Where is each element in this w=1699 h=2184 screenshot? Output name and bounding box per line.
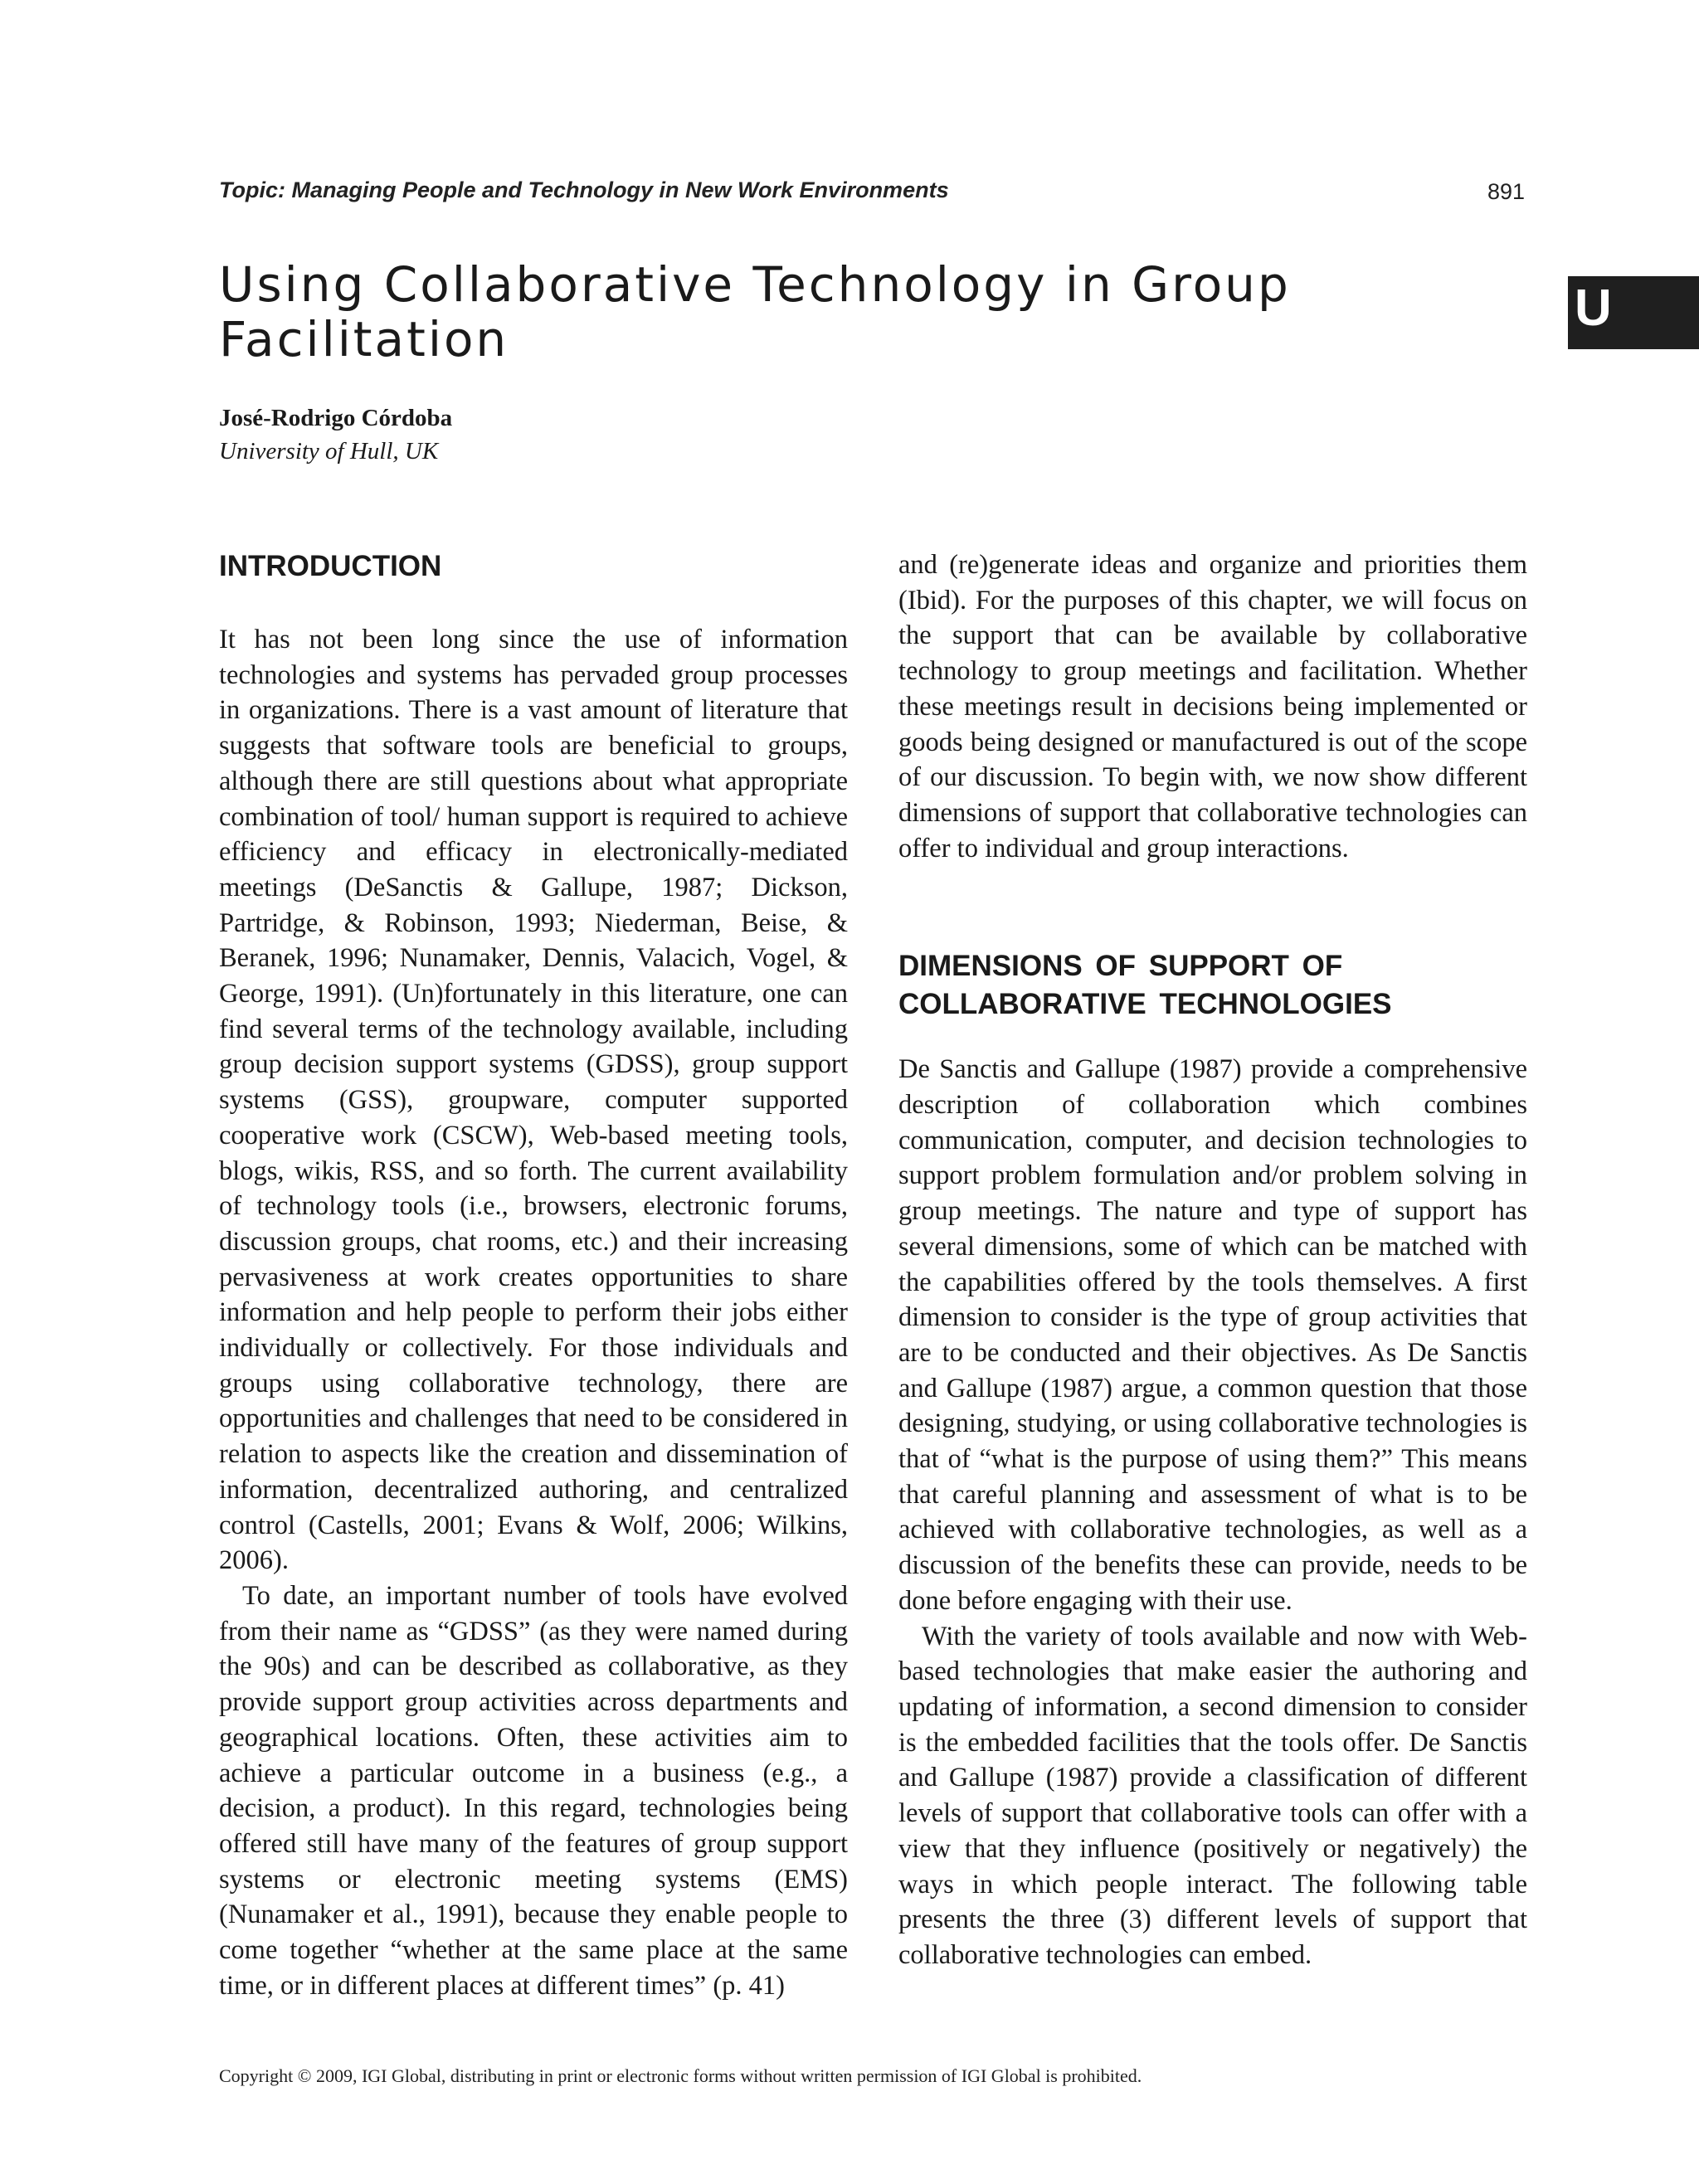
dimensions-paragraph-1: De Sanctis and Gallupe (1987) provide a comprehensive description of collaboration which combines communication, computer, and decision technologies to support problem formulation and/or problem solving in group meetings. The nature and type of support has several dimensions, some of which can be matched with the capabilities offered by the tools themselves. A first dimension to consider is the type of group activities that are to be conducted and their objectives. As De Sanctis and Gallupe (1987) argue, a common question that those designing, studying, or using collaborative technologies is that of “what is the purpose of using them?” This means that careful planning and assessment of what is to be achieved with collaborative technologies, as well as a discussion of the benefits these can provide, needs to be done before engaging with their use. xyxy=(898,1054,1527,1616)
copyright-notice: Copyright © 2009, IGI Global, distributing in print or electronic forms without written permission of IGI Global is prohibited. xyxy=(219,2065,1142,2086)
introduction-paragraph-3: and (re)generate ideas and organize and priorities them (Ibid). For the purposes of this chapter, we will focus on the support that can be available by collaborative technology to group meetings and facilitation. Whether these meetings result in decisions being implemented or goods being designed or manufactured is out of the scope of our discussion. To begin with, we now show different dimensions of support that collaborative technologies can offer to individual and group interactions. xyxy=(898,550,1527,863)
page-number: 891 xyxy=(1487,179,1526,204)
dimensions-heading: DIMENSIONS OF SUPPORT OF COLLABORATIVE TECHNOLOGIES xyxy=(898,950,1392,1021)
introduction-paragraph-2: To date, an important number of tools have evolved from their name as “GDSS” (as they were named during the 90s) and can be described as collaborative, as they provide support group activities across departments and geographical locations. Often, these activities aim to achieve a particular outcome in a business (e.g., a decision, a product). In this regard, technologies being offered still have many of the features of group support systems or electronic meeting systems (EMS) (Nunamaker et al., 1991), because they enable people to come together “whether at the same place at the same time, or in different places at different times” (p. 41) xyxy=(219,1580,848,2001)
thumb-tab-letter: U xyxy=(1575,280,1612,337)
author-affiliation: University of Hull, UK xyxy=(219,438,439,465)
section-thumb-tab xyxy=(1568,276,1699,349)
right-column xyxy=(898,547,1527,1973)
introduction-heading: INTRODUCTION xyxy=(219,550,442,582)
left-column xyxy=(219,547,848,2003)
article-title: Using Collaborative Technology in Group Facilitation xyxy=(219,256,1291,367)
introduction-paragraph-1: It has not been long since the use of information technologies and systems has pervaded group processes in organizations. There is a vast amount of literature that suggests that software tools are beneficial to groups, although there are still questions about what appropriate combination of tool/ human support is required to achieve efficiency and efficacy in electronically-mediated meetings (DeSanctis & Gallupe, 1987; Dickson, Partridge, & Robinson, 1993; Niederman, Beise, & Beranek, 1996; Nunamaker, Dennis, Valacich, Vogel, & George, 1991). (Un)fortunately in this literature, one can find several terms of the technology available, including group decision support systems (GDSS), group support systems (GSS), groupware, computer supported cooperative work (CSCW), Web-based meeting tools, blogs, wikis, RSS, and so forth. The current availability of technology tools (i.e., browsers, electronic forums, discussion groups, chat rooms, etc.) and their increasing pervasiveness at work creates opportunities to share information and help people to perform their jobs either individually or collectively. For those individuals and groups using collaborative technology, there are opportunities and challenges that need to be considered in relation to aspects like the creation and dissemination of information, decentralized authoring, and centralized control (Castells, 2001; Evans & Wolf, 2006; Wilkins, 2006). xyxy=(219,625,848,1576)
author-name: José-Rodrigo Córdoba xyxy=(219,405,453,431)
running-header-topic: Topic: Managing People and Technology in New Work Environments xyxy=(219,178,949,202)
dimensions-paragraph-2: With the variety of tools available and now with Web-based technologies that make easier the authoring and updating of information, a second dimension to consider is the embedded facilities that the tools offer. De Sanctis and Gallupe (1987) provide a classification of different levels of support that collaborative tools can offer with a view that they influence (positively or negatively) the ways in which people interact. The following table presents the three (3) different levels of support that collaborative technologies can embed. xyxy=(898,1621,1527,1970)
